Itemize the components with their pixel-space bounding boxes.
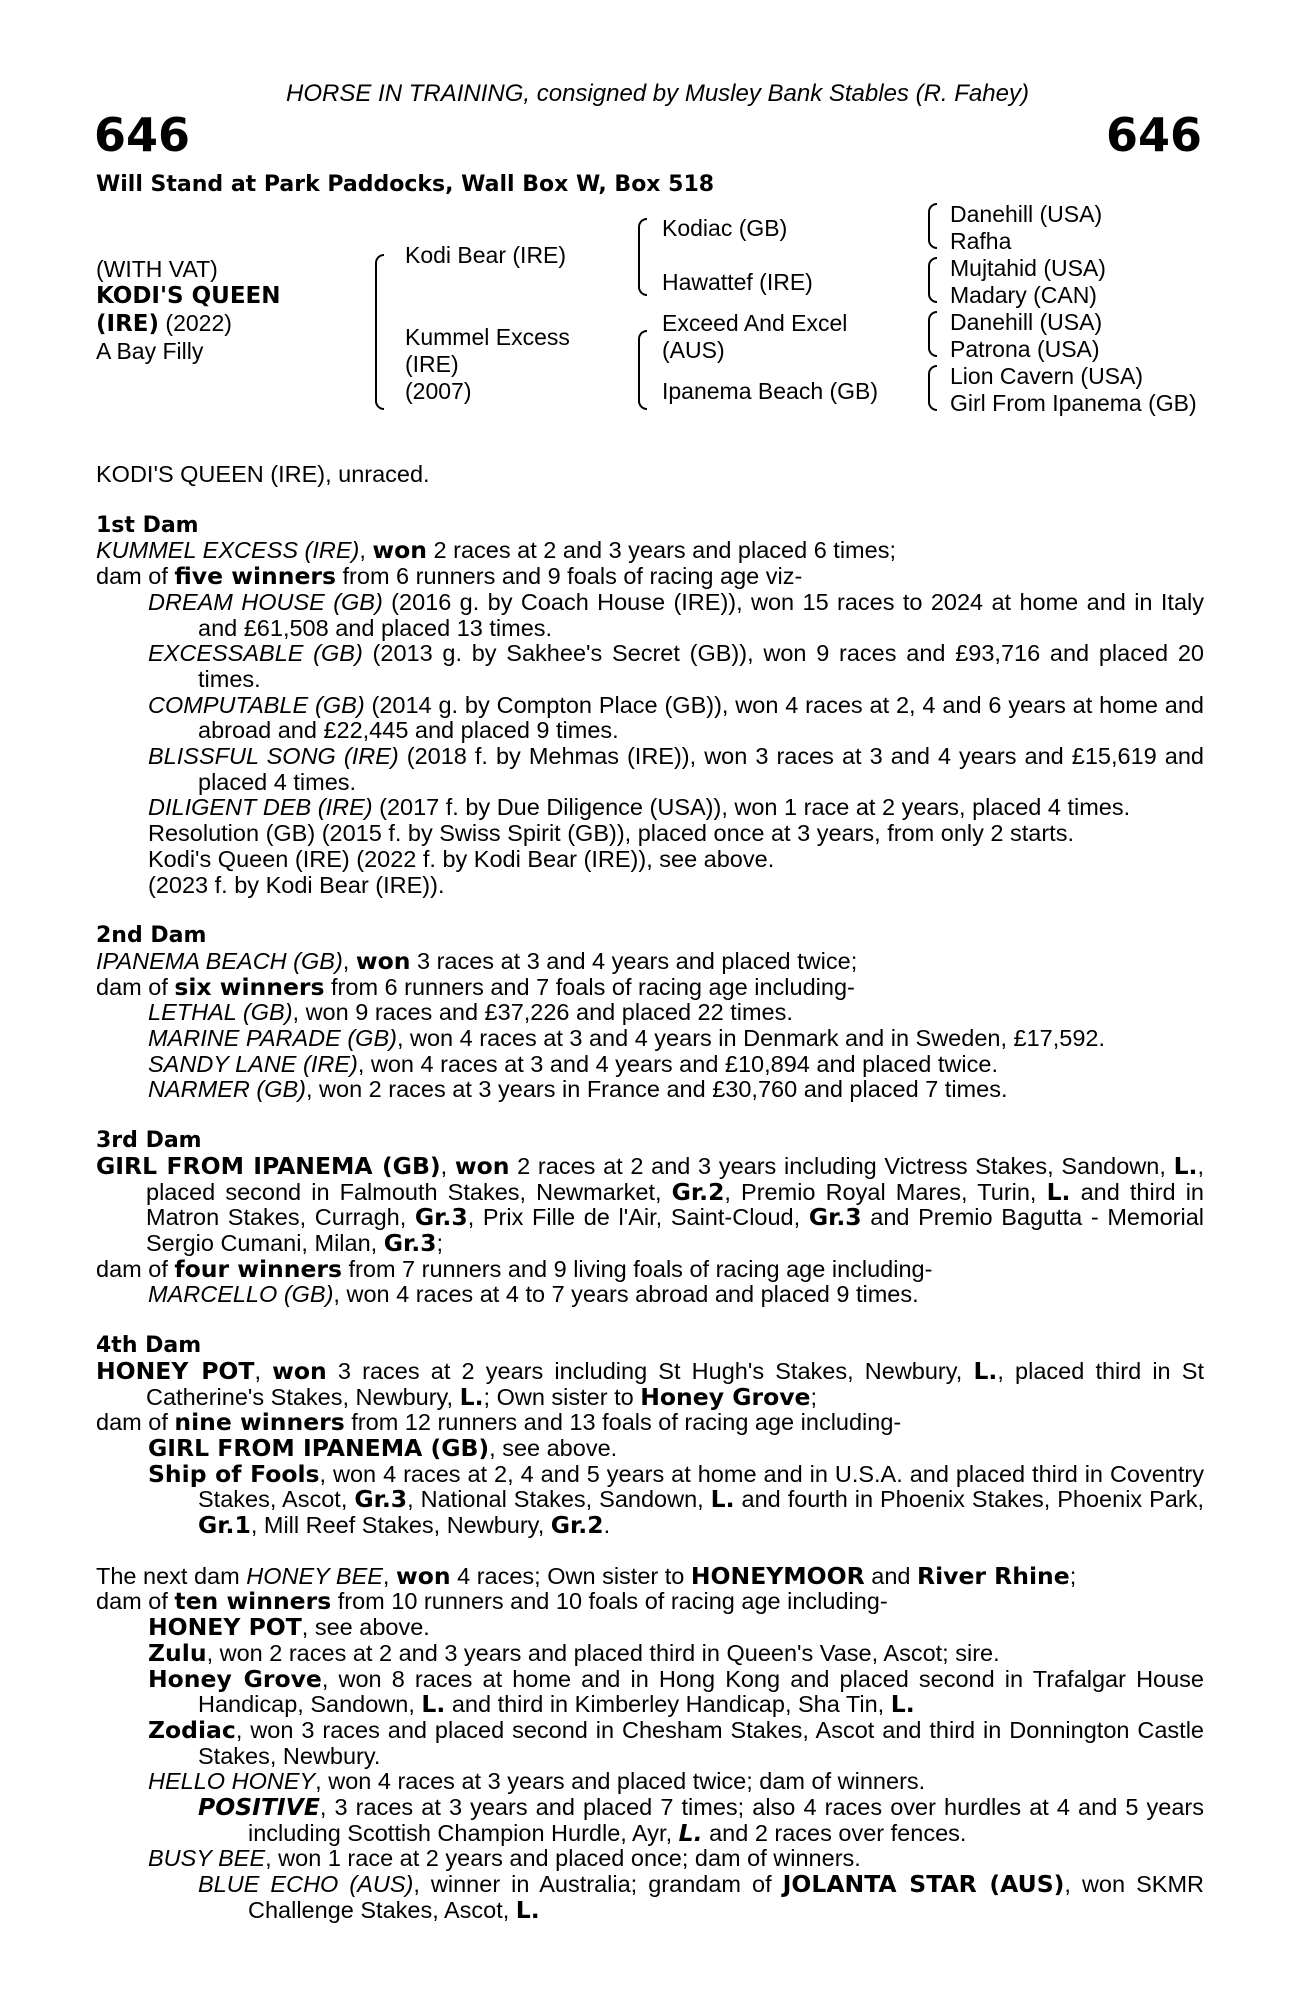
brace-gen3-1 [928,203,937,249]
brace-gen3-2 [928,257,937,303]
pedigree-dam-country: (IRE) [405,351,459,377]
produce-entry: HONEY POT, see above. [148,1613,430,1642]
fourth-dam-produce-line: dam of nine winners from 12 runners and 13 foals of racing age including- [96,1408,902,1437]
produce-entry: BLISSFUL SONG (IRE) (2018 f. by Mehmas (IRE)), won 3 races at 3 and 4 years and £15,619 and placed 4 times. [148,743,1204,795]
third-dam-heading: 3rd Dam [96,1128,202,1154]
first-dam-heading: 1st Dam [96,512,199,538]
horse-description: A Bay Filly [96,338,204,364]
produce-entry: GIRL FROM IPANEMA (GB), see above. [148,1433,618,1462]
pedigree-g3-7: Lion Cavern (USA) [950,363,1144,389]
produce-entry: DREAM HOUSE (GB) (2016 g. by Coach House (IRE)), won 15 races to 2024 at home and in Italy and £61,508 and placed 13 times. [148,588,1204,641]
produce-entry: MARCELLO (GB), won 4 races at 4 to 7 years abroad and placed 9 times. [148,1281,919,1308]
pedigree-sire-dam: Hawattef (IRE) [662,269,813,295]
second-dam-produce-line: dam of six winners from 6 runners and 7 foals of racing age including- [96,972,855,1001]
pedigree-dam-sire [662,310,847,364]
second-dam-line: IPANEMA BEACH (GB), won 3 races at 3 and 4 years and placed twice; [96,946,858,975]
produce-entry: COMPUTABLE (GB) (2014 g. by Compton Place (GB)), won 4 races at 2, 4 and 6 years at home and abroad and £22,445 and placed 9 times. [148,691,1204,744]
produce-entry: DILIGENT DEB (IRE) (2017 f. by Due Diligence (USA)), won 1 race at 2 years, placed 4 times. [148,794,1131,821]
vat-note: (WITH VAT) [96,256,218,282]
pedigree-dam-dam: Ipanema Beach (GB) [662,378,879,404]
brace-gen2-top [638,218,647,296]
produce-entry: Ship of Fools, won 4 races at 2, 4 and 5 years at home and in U.S.A. and placed third in Coventry Stakes, Ascot, Gr.3, National Stakes, Sandown, L. and fourth in Phoenix Stakes, Phoenix Park, Gr.1, Mill Reef Stakes, Newbury, Gr.2. [148,1459,1204,1540]
first-dam-produce-line: dam of five winners from 6 runners and 9 foals of racing age viz- [96,562,803,591]
produce-entry: Resolution (GB) (2015 f. by Swiss Spirit (GB)), placed once at 3 years, from only 2 starts. [148,820,1074,847]
pedigree-dam-sire-name: Exceed And Excel [662,310,848,336]
pedigree-sire-sire: Kodiac (GB) [662,215,788,241]
fourth-dam-line: HONEY POT, won 3 races at 2 years including St Hugh's Stakes, Newbury, L., placed third in St Catherine's Stakes, Newbury, L.; Own sister to Honey Grove; [96,1356,1204,1411]
pedigree-g3-6: Patrona (USA) [950,336,1100,362]
lot-number-left: 646 [94,108,191,162]
catalogue-body [96,462,1204,1924]
produce-entry: POSITIVE, 3 races at 3 years and placed 7 times; also 4 races over hurdles at 4 and 5 years including Scottish Champion Hurdle, Ayr, L. and 2 races over fences. [198,1793,1204,1847]
produce-entry: HELLO HONEY, won 4 races at 3 years and placed twice; dam of winners. [148,1768,926,1795]
fourth-dam-heading: 4th Dam [96,1333,202,1359]
produce-entry: Honey Grove, won 8 races at home and in Hong Kong and placed second in Trafalgar House Handicap, Sandown, L. and third in Kimberley Handicap, Sha Tin, L. [148,1664,1204,1719]
pedigree-g3-4: Madary (CAN) [950,282,1097,308]
consignment-line: HORSE IN TRAINING, consigned by Musley Bank Stables (R. Fahey) [286,80,1029,107]
subject-block [96,256,281,365]
next-dam-produce-line: dam of ten winners from 10 runners and 10 foals of racing age including- [96,1587,888,1616]
third-dam-line: GIRL FROM IPANEMA (GB), won 2 races at 2 and 3 years including Victress Stakes, Sandown, L., placed second in Falmouth Stakes, Newmarket, Gr.2, Premio Royal Mares, Turin, L. and third in Matron Stakes, Curragh, Gr.3, Prix Fille de l'Air, Saint-Cloud, Gr.3 and Premio Bagutta - Memorial Sergio Cumani, Milan, Gr.3; [96,1151,1204,1257]
produce-entry: NARMER (GB), won 2 races at 3 years in France and £30,760 and placed 7 times. [148,1076,1008,1103]
next-dam-line: The next dam HONEY BEE, won 4 races; Own sister to HONEYMOOR and River Rhine; [96,1561,1077,1590]
pedigree-g3-8: Girl From Ipanema (GB) [950,390,1197,416]
pedigree-dam-sire-country: (AUS) [662,337,725,363]
pedigree-dam [405,324,570,405]
first-dam-name: KUMMEL EXCESS (IRE) [96,537,360,564]
produce-entry: EXCESSABLE (GB) (2013 g. by Sakhee's Secret (GB)), won 9 races and £93,716 and placed 20 times. [148,640,1204,692]
brace-gen3-4 [928,365,937,411]
horse-year: (2022) [159,310,232,336]
third-dam-produce-line: dam of four winners from 7 runners and 9 living foals of racing age including- [96,1254,933,1283]
lot-number-right: 646 [1105,108,1202,162]
pedigree-dam-year: (2007) [405,378,472,404]
pedigree-sire: Kodi Bear (IRE) [405,242,567,268]
produce-entry: Zodiac, won 3 races and placed second in Chesham Stakes, Ascot and third in Donnington Castle Stakes, Newbury. [148,1715,1204,1769]
brace-gen2-bottom [638,330,647,410]
produce-entry: BUSY BEE, won 1 race at 2 years and placed once; dam of winners. [148,1845,861,1872]
pedigree-g3-5: Danehill (USA) [950,309,1103,335]
horse-name: KODI'S QUEEN [96,283,281,309]
first-dam-line: KUMMEL EXCESS (IRE), won 2 races at 2 and 3 years and placed 6 times; [96,536,896,565]
produce-entry: BLUE ECHO (AUS), winner in Australia; grandam of JOLANTA STAR (AUS), won SKMR Challenge Stakes, Ascot, L. [198,1870,1204,1924]
produce-entry: SANDY LANE (IRE), won 4 races at 3 and 4 years and £10,894 and placed twice. [148,1050,998,1077]
produce-entry: (2023 f. by Kodi Bear (IRE)). [148,871,445,898]
produce-entry: Zulu, won 2 races at 2 and 3 years and placed third in Queen's Vase, Ascot; sire. [148,1638,1000,1667]
pedigree-dam-name: Kummel Excess [405,324,570,350]
produce-entry: Kodi's Queen (IRE) (2022 f. by Kodi Bear (IRE)), see above. [148,845,775,872]
produce-entry: LETHAL (GB), won 9 races and £37,226 and placed 22 times. [148,999,793,1026]
produce-entry: MARINE PARADE (GB), won 4 races at 3 and 4 years in Denmark and in Sweden, £17,592. [148,1025,1105,1052]
brace-gen3-3 [928,311,937,357]
second-dam-heading: 2nd Dam [96,923,207,949]
brace-gen1 [375,254,384,410]
stand-location: Will Stand at Park Paddocks, Wall Box W, Box 518 [96,172,715,197]
pedigree-g3-2: Rafha [950,228,1012,254]
pedigree-g3-1: Danehill (USA) [950,201,1103,227]
intro-line: KODI'S QUEEN (IRE), unraced. [96,461,430,487]
pedigree-g3-3: Mujtahid (USA) [950,255,1106,281]
horse-country: (IRE) [96,311,160,337]
